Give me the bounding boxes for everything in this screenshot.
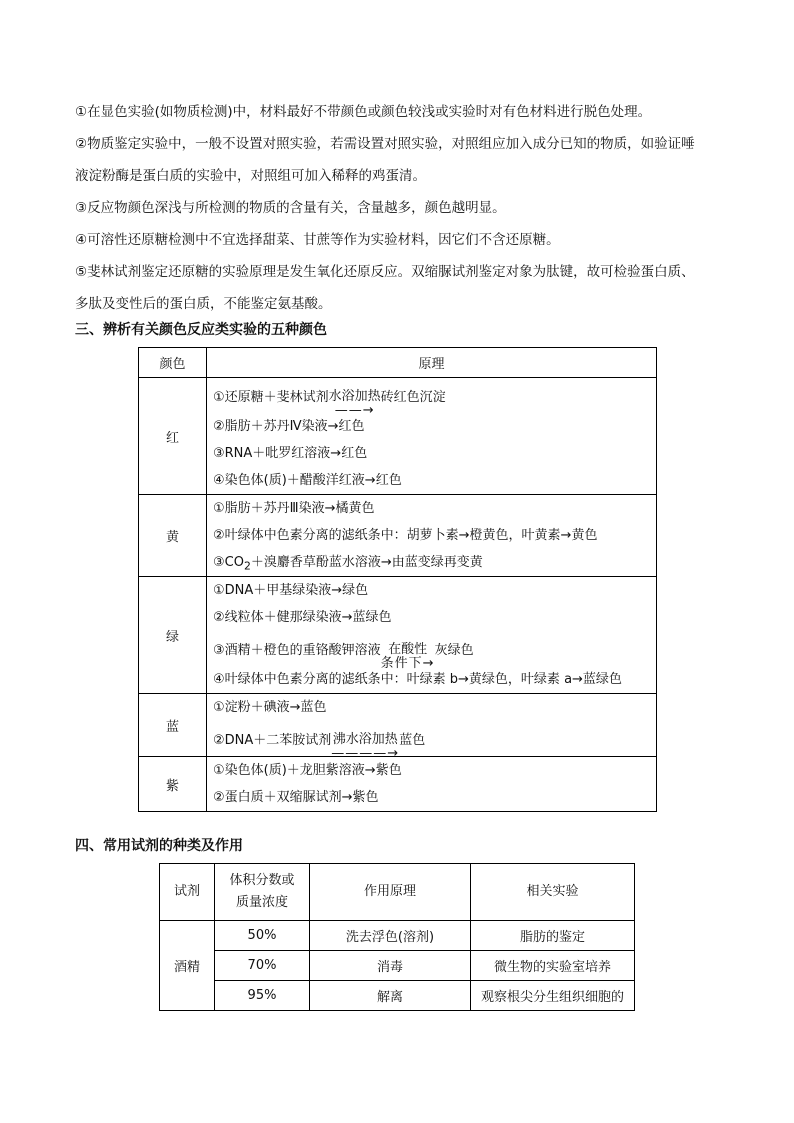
list-item: ①脂肪＋苏丹Ⅲ染液→橘黄色 <box>213 501 375 516</box>
list-item: ③酒精＋橙色的重铬酸钾溶液 在酸性 条件下→ 灰绿色 <box>213 642 474 671</box>
color-cell: 红 <box>139 378 207 495</box>
col-header-concentration: 体积分数或 质量浓度 <box>215 864 310 921</box>
reaction-arrow: 水浴加热 ——→ <box>328 389 381 418</box>
reagent-table <box>159 863 635 1011</box>
list-item: ②线粒体＋健那绿染液→蓝绿色 <box>213 610 392 625</box>
note-4: ④可溶性还原糖检测中不宜选择甜菜、甘蔗等作为实验材料，因它们不含还原糖。 <box>75 232 560 248</box>
note-5a: ⑤斐林试剂鉴定还原糖的实验原理是发生氧化还原反应。双缩脲试剂鉴定对象为肽键，故可检验蛋白质、 <box>75 264 695 280</box>
col-header-color: 颜色 <box>139 348 207 378</box>
note-3: ③反应物颜色深浅与所检测的物质的含量有关，含量越多，颜色越明显。 <box>75 200 506 216</box>
list-item: ①淀粉＋碘液→蓝色 <box>213 700 327 715</box>
note-5b: 多肽及变性后的蛋白质，不能鉴定氨基酸。 <box>75 296 332 312</box>
list-item: ④叶绿体中色素分离的滤纸条中：叶绿素 b→黄绿色，叶绿素 a→蓝绿色 <box>213 672 622 687</box>
table-row <box>139 495 657 577</box>
list-item: ②叶绿体中色素分离的滤纸条中：胡萝卜素→橙黄色，叶黄素→黄色 <box>213 528 598 543</box>
reaction-arrow: 沸水浴加热 ————→ <box>331 732 400 761</box>
col-header-principle: 作用原理 <box>310 864 471 921</box>
note-1: ①在显色实验(如物质检测)中，材料最好不带颜色或颜色较浅或实验时对有色材料进行脱色处理。 <box>75 104 652 120</box>
table-row: 70% 消毒 微生物的实验室培养 <box>160 951 635 981</box>
section-heading-4: 四、常用试剂的种类及作用 <box>75 838 243 854</box>
list-item: ④染色体(质)＋醋酸洋红液→红色 <box>213 473 402 488</box>
list-item: ③RNA＋吡罗红溶液→红色 <box>213 446 368 461</box>
col-header-experiment: 相关实验 <box>471 864 635 921</box>
reaction-arrow: 在酸性 条件下→ <box>380 642 435 671</box>
list-item: ②脂肪＋苏丹Ⅳ染液→红色 <box>213 419 365 434</box>
color-cell: 紫 <box>139 757 207 812</box>
table-row: 95% 解离 观察根尖分生组织细胞的 <box>160 981 635 1011</box>
notes-section <box>75 96 735 320</box>
list-item: ①染色体(质)＋龙胆紫溶液→紫色 <box>213 763 402 778</box>
table-row <box>139 757 657 812</box>
color-cell: 黄 <box>139 495 207 577</box>
reagent-cell: 酒精 <box>160 921 215 1011</box>
col-header-reagent: 试剂 <box>160 864 215 921</box>
color-cell: 蓝 <box>139 694 207 757</box>
note-2b: 液淀粉酶是蛋白质的实验中，对照组可加入稀释的鸡蛋清。 <box>75 168 426 184</box>
table-row <box>139 378 657 495</box>
list-item: ①还原糖＋斐林试剂 水浴加热 ——→ 砖红色沉淀 <box>213 389 446 418</box>
list-item: $③CO_2+$溴麝香草酚蓝水溶液→由蓝变绿再变黄 <box>213 555 483 573</box>
color-cell: 绿 <box>139 577 207 694</box>
table-row: 酒精 50% 洗去浮色(溶剂) 脂肪的鉴定 <box>160 921 635 951</box>
list-item: ②蛋白质＋双缩脲试剂→紫色 <box>213 790 379 805</box>
color-reaction-table <box>138 347 657 812</box>
table-row <box>139 577 657 694</box>
list-item: ②DNA＋二苯胺试剂 沸水浴加热 ————→ 蓝色 <box>213 732 426 761</box>
col-header-principle: 原理 <box>207 348 657 378</box>
list-item: ①DNA＋甲基绿染液→绿色 <box>213 583 369 598</box>
section-heading-3: 三、辨析有关颜色反应类实验的五种颜色 <box>75 322 327 338</box>
note-2a: ②物质鉴定实验中，一般不设置对照实验，若需设置对照实验，对照组应加入成分已知的物质，如验证唾 <box>75 136 695 152</box>
table-row <box>139 694 657 757</box>
